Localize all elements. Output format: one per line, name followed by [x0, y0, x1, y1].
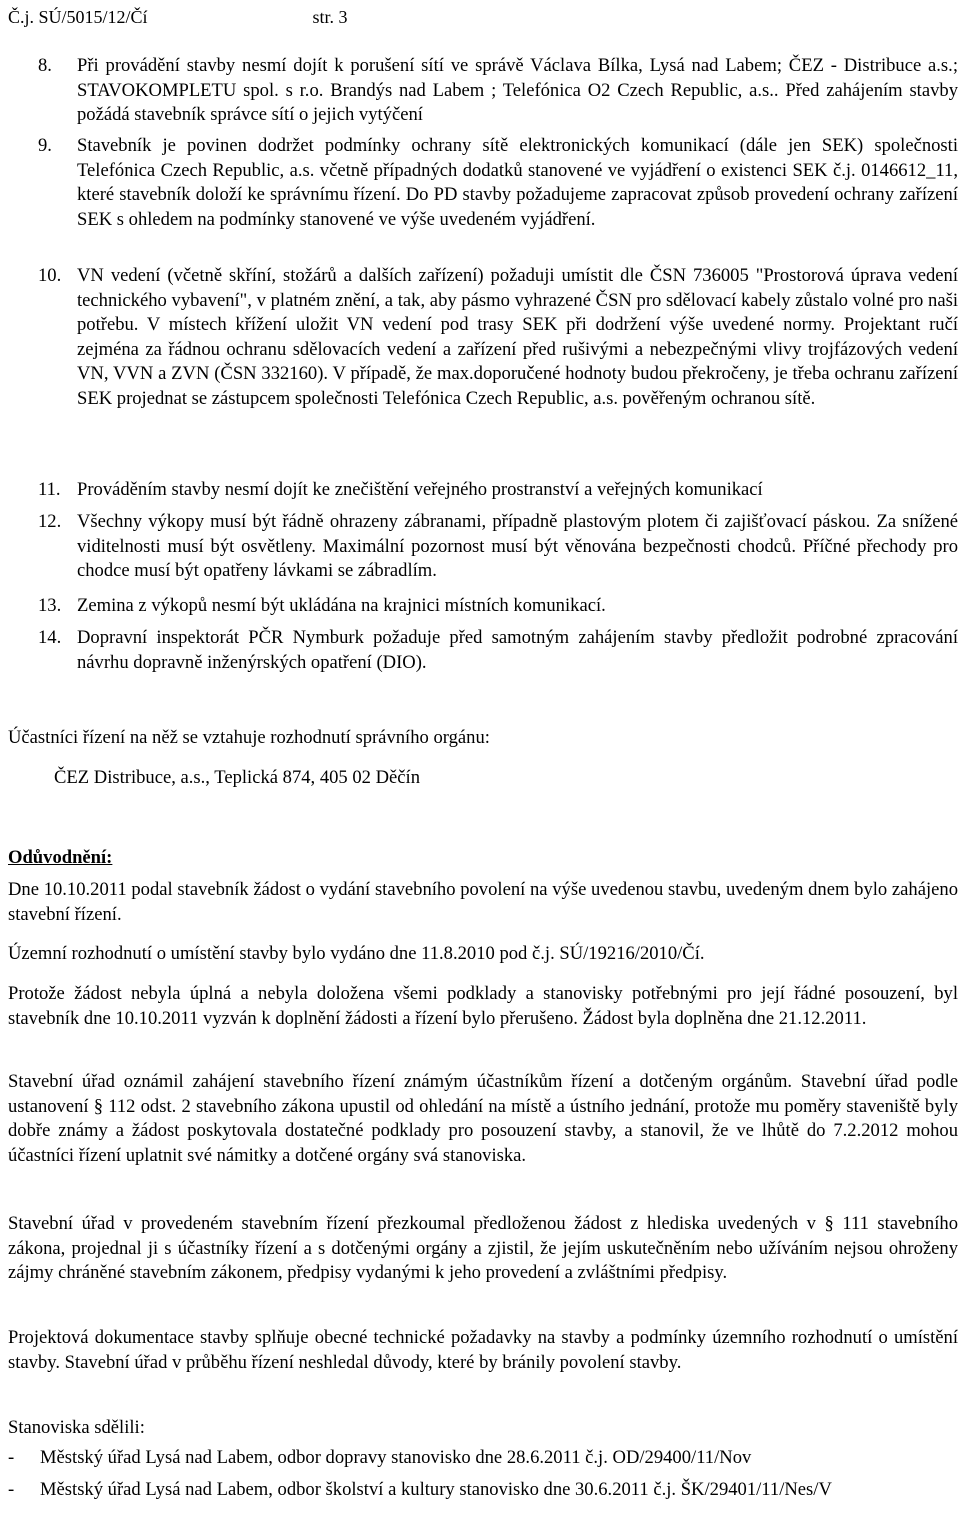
condition-item-10: [38, 264, 958, 411]
list-dash: -: [8, 1479, 15, 1500]
condition-item-11: [38, 478, 958, 503]
condition-number: 10.: [38, 265, 62, 286]
condition-text: Při provádění stavby nesmí dojít k porušení sítí ve správě Václava Bílka, Lysá nad Labem; ČEZ - Distribuce a.s.; STAVOKOMPLETU spol. s r.o. Brandýs nad Labem ; Telefónica O2 Czech Republic, a.s.. Před zahájením stavby požádá stavebník správce sítí o jejich vytýčení: [77, 55, 958, 125]
condition-text: VN vedení (včetně skříní, stožárů a dalších zařízení) požaduji umístit dle ČSN 736005 "Prostorová úprava vedení technického vybavení", v platném znění, a tak, aby pásmo vyhrazené ČSN pro sdělovací kabely zůstalo volné pro naši potřebu. V místech křížení uložit VN vedení pod trasy SEK při dodržení výše uvedené normy. Projektant ručí zejména za řádnou ochranu sdělovacích vedení a zařízení před rušivými a nebezpečnými vlivy trojfázových vedení VN, VVN a ZVN (ČSN 332160). V případě, že max.doporučené hodnoty budou překročeny, je třeba ochranu zařízení SEK projednat se zástupcem společnosti Telefónica Czech Republic, a.s. pověřeným ochranou sítě.: [77, 265, 958, 409]
opinion-item: [8, 1478, 958, 1503]
participant-party: ČEZ Distribuce, a.s., Teplická 874, 405 02 Děčín: [54, 767, 421, 788]
list-dash: -: [8, 1447, 15, 1468]
reasoning-paragraph: Stavební úřad v provedeném stavebním řízení přezkoumal předloženou žádost z hlediska uvedených v § 111 stavebního zákona, projednal ji s účastníky řízení a s dotčenými orgány a zjistil, že jejím uskutečněním nebo užíváním nejsou ohroženy zájmy chráněné stavebním zákonem, předpisy vydanými k jeho provedení a zvláštními předpisy.: [8, 1213, 958, 1283]
condition-item-14: [38, 626, 958, 675]
condition-number: 8.: [38, 55, 52, 76]
condition-item-8: [38, 54, 958, 128]
condition-item-12: [38, 510, 958, 584]
condition-text: Zemina z výkopů nesmí být ukládána na krajnici místních komunikací.: [77, 595, 606, 616]
opinion-text: Městský úřad Lysá nad Labem, odbor dopravy stanovisko dne 28.6.2011 č.j. OD/29400/11/Nov: [40, 1447, 752, 1468]
opinion-item: [8, 1446, 958, 1471]
reasoning-paragraph: Územní rozhodnutí o umístění stavby bylo vydáno dne 11.8.2010 pod č.j. SÚ/19216/2010/Čí.: [8, 943, 705, 964]
document-reference: Č.j. SÚ/5015/12/Čí: [8, 7, 148, 27]
condition-text: Všechny výkopy musí být řádně ohrazeny zábranami, případně plastovým plotem či zajišťovací páskou. Za snížené viditelnosti musí být osvětleny. Maximální pozornost musí být věnována bezpečnosti chodců. Příčné přechody pro chodce musí být opatřeny lávkami se zábradlím.: [77, 511, 958, 581]
condition-item-9: [38, 134, 958, 232]
reasoning-paragraph: Dne 10.10.2011 podal stavebník žádost o vydání stavebního povolení na výše uvedenou stavbu, uvedeným dnem bylo zahájeno stavební řízení.: [8, 879, 958, 925]
reasoning-heading: Odůvodnění:: [8, 847, 113, 868]
opinion-text: Městský úřad Lysá nad Labem, odbor školství a kultury stanovisko dne 30.6.2011 č.j. ŠK/29401/11/Nes/V: [40, 1479, 832, 1500]
reasoning-paragraph: Projektová dokumentace stavby splňuje obecné technické požadavky na stavby a podmínky územního rozhodnutí o umístění stavby. Stavební úřad v průběhu řízení neshledal důvody, které by bránily povolení stavby.: [8, 1327, 958, 1373]
condition-number: 9.: [38, 135, 52, 156]
page-number: str. 3: [312, 7, 348, 27]
condition-number: 13.: [38, 595, 62, 616]
page-header: [8, 6, 348, 28]
condition-text: Prováděním stavby nesmí dojít ke znečištění veřejného prostranství a veřejných komunikací: [77, 479, 763, 500]
condition-number: 12.: [38, 511, 62, 532]
condition-number: 11.: [38, 479, 61, 500]
condition-number: 14.: [38, 627, 62, 648]
condition-text: Dopravní inspektorát PČR Nymburk požaduje před samotným zahájením stavby předložit podrobné zpracování návrhu dopravně inženýrských opatření (DIO).: [77, 627, 958, 673]
participants-label: Účastníci řízení na něž se vztahuje rozhodnutí správního orgánu:: [8, 727, 490, 748]
reasoning-paragraph: Protože žádost nebyla úplná a nebyla doložena všemi podklady a stanovisky potřebnými pro její řádné posouzení, byl stavebník dne 10.10.2011 vyzván k doplnění žádosti a řízení bylo přerušeno. Žádost byla doplněna dne 21.12.2011.: [8, 983, 958, 1029]
condition-item-13: [38, 594, 958, 619]
opinions-label: Stanoviska sdělili:: [8, 1417, 145, 1438]
reasoning-paragraph: Stavební úřad oznámil zahájení stavebního řízení známým účastníkům řízení a dotčeným orgánům. Stavební úřad podle ustanovení § 112 odst. 2 stavebního zákona upustil od ohledání na místě a ústního jednání, protože mu poměry staveniště byly dobře známy a žádost poskytovala dostatečné podklady pro posouzení stavby, a stanovil, že ve lhůtě do 7.2.2012 mohou účastníci řízení uplatnit své námitky a dotčené orgány svá stanoviska.: [8, 1071, 958, 1166]
condition-text: Stavebník je povinen dodržet podmínky ochrany sítě elektronických komunikací (dále jen SEK) společnosti Telefónica Czech Republic, a.s. včetně případných dodatků stanovené ve vyjádření o existenci SEK č.j. 0146612_11, které stavebník doloží ke správnímu řízení. Do PD stavby požadujeme zapracovat způsob provedení ochrany zařízení SEK s ohledem na podmínky stanovené ve výše uvedeném vyjádření.: [77, 135, 958, 230]
